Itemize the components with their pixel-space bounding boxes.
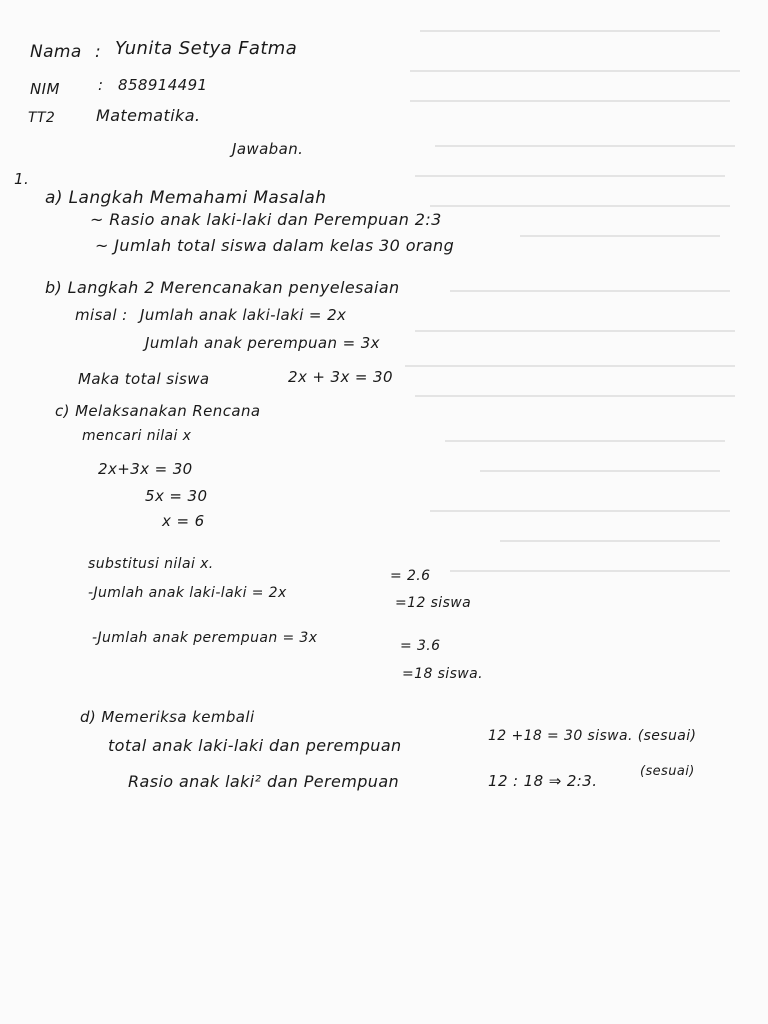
section-a-line-1: ~ Rasio anak laki-laki dan Perempuan 2:3: [90, 210, 442, 229]
section-c-heading: c) Melaksanakan Rencana: [55, 402, 261, 420]
laki-equation: = 2.6: [390, 568, 431, 584]
perem-result: =18 siswa.: [402, 666, 483, 682]
question-number: 1.: [14, 170, 30, 188]
perem-equation: = 3.6: [400, 638, 441, 654]
tt-value: Matematika.: [96, 106, 201, 125]
section-d-line-2-text: Rasio anak laki² dan Perempuan: [128, 772, 400, 791]
misal-line-2: Jumlah anak perempuan = 3x: [145, 334, 380, 352]
equation-3: x = 6: [162, 512, 205, 530]
section-d-heading: d) Memeriksa kembali: [80, 708, 255, 726]
section-b-heading: b) Langkah 2 Merencanakan penyelesaian: [45, 278, 400, 297]
equation-2: 5x = 30: [145, 487, 208, 505]
nim-value: 858914491: [118, 76, 208, 94]
nim-separator: :: [98, 76, 104, 94]
perem-label: -Jumlah anak perempuan = 3x: [92, 630, 318, 646]
section-d-line-1-result: 12 +18 = 30 siswa. (sesuai): [488, 728, 697, 744]
section-d-line-1-text: total anak laki-laki dan perempuan: [108, 736, 402, 755]
section-d-line-2-note: (sesuai): [640, 764, 695, 779]
mencari-text: mencari nilai x: [82, 428, 192, 444]
laki-label: -Jumlah anak laki-laki = 2x: [88, 585, 287, 601]
name-separator: :: [95, 42, 102, 62]
substitusi-text: substitusi nilai x.: [88, 556, 214, 572]
total-label: Maka total siswa: [78, 370, 210, 388]
name-label: Nama: [30, 42, 82, 62]
bleed-through-shadow: [380, 20, 760, 580]
section-a-line-2: ~ Jumlah total siswa dalam kelas 30 orang: [95, 236, 455, 255]
tt-label: TT2: [28, 110, 56, 126]
equation-1: 2x+3x = 30: [98, 460, 193, 478]
nim-label: NIM: [30, 80, 60, 98]
laki-result: =12 siswa: [395, 595, 472, 611]
section-a-heading: a) Langkah Memahami Masalah: [45, 188, 327, 208]
name-value: Yunita Setya Fatma: [115, 38, 298, 59]
misal-line-1: Jumlah anak laki-laki = 2x: [140, 306, 347, 324]
misal-label: misal :: [75, 306, 128, 324]
page-title: Jawaban.: [232, 140, 304, 158]
section-d-line-2-result: 12 : 18 ⇒ 2:3.: [488, 772, 598, 790]
total-equation: 2x + 3x = 30: [288, 368, 393, 386]
